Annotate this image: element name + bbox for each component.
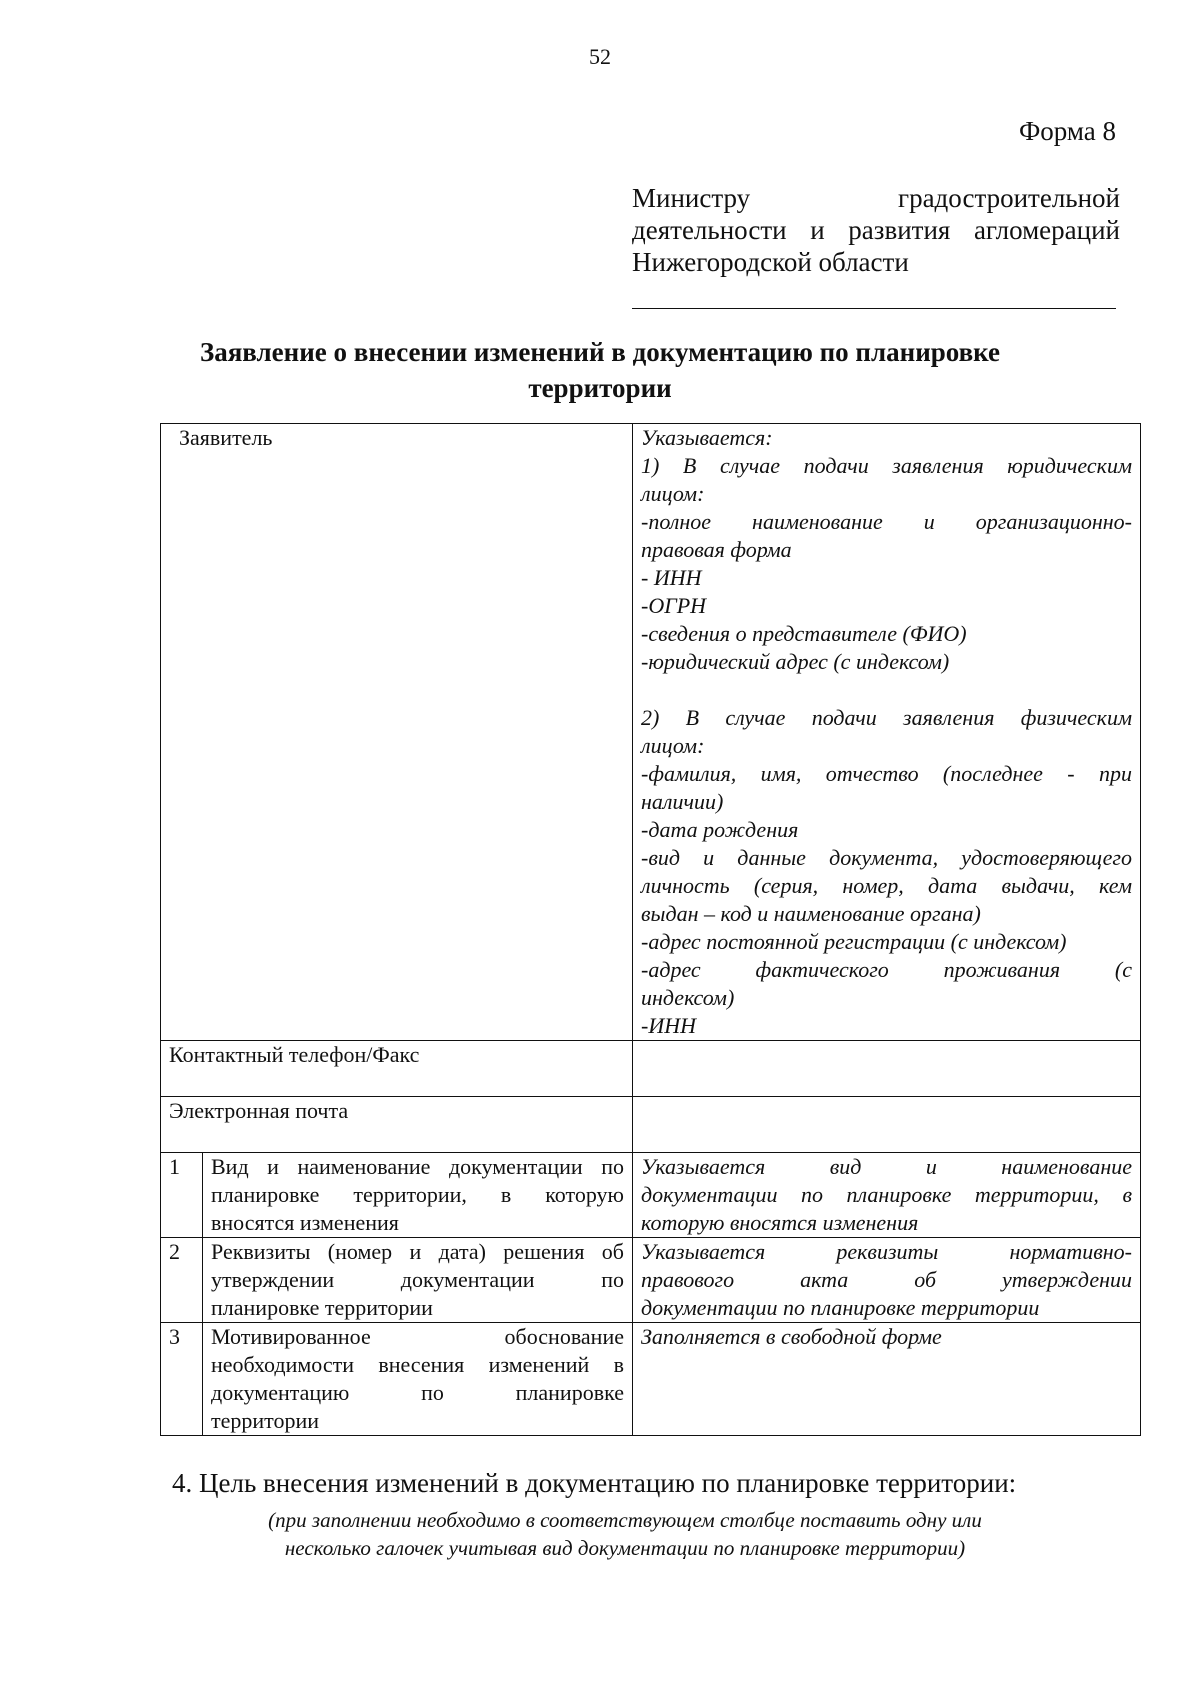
- document-title-line-1: Заявление о внесении изменений в документацию по планировке: [199, 337, 1001, 367]
- addressee-block: [632, 182, 1120, 278]
- applicant-hint-line: выдан – код и наименование органа): [641, 901, 981, 926]
- section-4-note-line-1: (при заполнении необходимо в соответствующем столбце поставить одну или: [268, 1508, 982, 1532]
- item-hint-line: которую вносятся изменения: [641, 1210, 919, 1235]
- document-title-line-2: территории: [528, 373, 672, 403]
- applicant-hint-line: личность (серия, номер, дата выдачи, кем: [641, 873, 1132, 898]
- applicant-hint-line: -ОГРН: [641, 593, 707, 618]
- applicant-hint-line: наличии): [641, 789, 724, 814]
- form-label: Форма 8: [1018, 116, 1116, 146]
- contact-phone-row: [161, 1041, 1141, 1097]
- applicant-hint-line: -ИНН: [641, 1013, 696, 1038]
- email-label-text: Электронная почта: [169, 1098, 349, 1123]
- addressee-word-1: Министру: [632, 183, 751, 213]
- applicant-hint-line: -адрес фактического проживания (с: [641, 957, 1132, 982]
- item-label-line: утверждении документации по: [211, 1267, 624, 1292]
- table-row: [161, 1153, 1141, 1238]
- applicant-row: [161, 424, 1141, 1041]
- applicant-hint-line: -юридический адрес (с индексом): [641, 649, 950, 674]
- section-4-note-line-2: несколько галочек учитывая вид документации по планировке территории): [284, 1536, 966, 1560]
- applicant-hint-line: правовая форма: [641, 537, 792, 562]
- item-label-line: Вид и наименование документации по: [211, 1154, 624, 1179]
- addressee-word-2: градостроительной: [898, 183, 1120, 213]
- item-hint-line: Указывается реквизиты нормативно-: [641, 1239, 1132, 1264]
- applicant-hint-line: -дата рождения: [641, 817, 799, 842]
- applicant-label-text: Заявитель: [179, 425, 273, 450]
- item-label-line: вносятся изменения: [211, 1210, 399, 1235]
- contact-phone-label-text: Контактный телефон/Факс: [169, 1042, 420, 1067]
- addressee-signature-line[interactable]: [632, 308, 1116, 309]
- item-number: 1: [161, 1153, 203, 1238]
- applicant-hint-line: 1) В случае подачи заявления юридическим: [641, 453, 1132, 478]
- document-title: [150, 334, 1050, 406]
- section-4-note: [150, 1506, 1100, 1562]
- email-label: [161, 1097, 633, 1153]
- item-label-line: планировке территории, в которую: [211, 1182, 624, 1207]
- table-row: [161, 1323, 1141, 1436]
- applicant-hint-line: -вид и данные документа, удостоверяющего: [641, 845, 1132, 870]
- table-row: [161, 1238, 1141, 1323]
- item-hint-line: правового акта об утверждении: [641, 1267, 1132, 1292]
- contact-phone-field[interactable]: [633, 1041, 1141, 1097]
- contact-phone-label: [161, 1041, 633, 1097]
- applicant-hint-line: лицом:: [641, 481, 705, 506]
- item-label: [203, 1153, 633, 1238]
- addressee-line-2: деятельности и развития агломераций: [632, 215, 1120, 245]
- item-hint-line: Указывается вид и наименование: [641, 1154, 1132, 1179]
- item-label-line: планировке территории: [211, 1295, 433, 1320]
- addressee-line-3: Нижегородской области: [632, 247, 909, 277]
- item-number: 3: [161, 1323, 203, 1436]
- addressee-line-1: [632, 182, 1120, 214]
- item-label-line: Реквизиты (номер и дата) решения об: [211, 1239, 624, 1264]
- item-label-line: необходимости внесения изменений в: [211, 1352, 624, 1377]
- item-label-line: Мотивированное обоснование: [211, 1324, 624, 1349]
- applicant-hint-line: 2) В случае подачи заявления физическим: [641, 705, 1132, 730]
- applicant-hint-line: лицом:: [641, 733, 705, 758]
- applicant-hint[interactable]: [633, 424, 1141, 1041]
- applicant-hint-line: -полное наименование и организационно-: [641, 509, 1132, 534]
- item-hint-line: документации по планировке территории, в: [641, 1182, 1132, 1207]
- applicant-hint-line: индексом): [641, 985, 735, 1010]
- item-hint-line: документации по планировке территории: [641, 1295, 1040, 1320]
- applicant-hint-line: -адрес постоянной регистрации (с индексом): [641, 929, 1067, 954]
- applicant-hint-line: -сведения о представителе (ФИО): [641, 621, 967, 646]
- item-hint[interactable]: [633, 1153, 1141, 1238]
- page-number: 52: [589, 44, 611, 69]
- section-4-heading: 4. Цель внесения изменений в документацию по планировке территории:: [172, 1468, 1017, 1498]
- application-table: [160, 423, 1141, 1436]
- applicant-hint-gap: [641, 676, 1132, 704]
- email-row: [161, 1097, 1141, 1153]
- applicant-hint-line: - ИНН: [641, 565, 702, 590]
- item-hint-line: Заполняется в свободной форме: [641, 1324, 942, 1349]
- item-hint[interactable]: [633, 1238, 1141, 1323]
- item-number: 2: [161, 1238, 203, 1323]
- email-field[interactable]: [633, 1097, 1141, 1153]
- item-label-line: территории: [211, 1408, 320, 1433]
- item-label: [203, 1238, 633, 1323]
- applicant-label: [161, 424, 633, 1041]
- item-label: [203, 1323, 633, 1436]
- item-label-line: документацию по планировке: [211, 1380, 624, 1405]
- item-hint[interactable]: [633, 1323, 1141, 1436]
- applicant-hint-line: -фамилия, имя, отчество (последнее - при: [641, 761, 1132, 786]
- applicant-hint-line: Указывается:: [641, 425, 773, 450]
